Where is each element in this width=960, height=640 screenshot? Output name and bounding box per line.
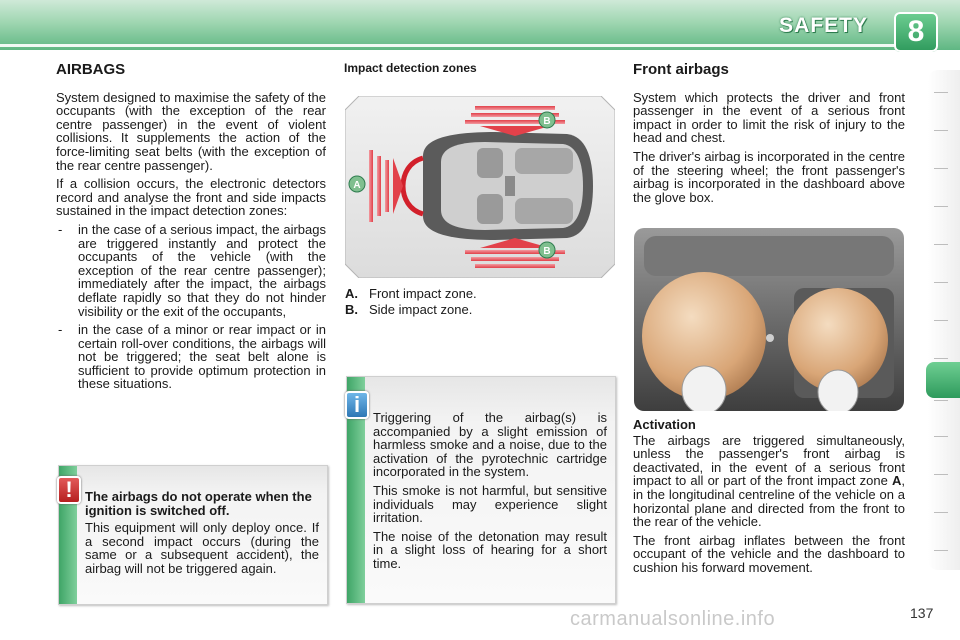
- text-run: , in the longitudinal centreline of the vehicle on a horizontal plane and directed from the front to the rear of the vehicle.: [633, 473, 905, 530]
- list-item-text: in the case of a serious impact, the airbags are triggered instantly and protect the occupants of the vehicle (with the exception of the rear centre passenger); immediately after the impact, the airbags deflate rapidly so that they do not hinder visibility or the exit of the occupants,: [78, 221, 326, 319]
- zone-b-top-label: B: [543, 116, 551, 127]
- tab-divider: [934, 474, 948, 475]
- paragraph: System designed to maximise the safety of the occupants (with the exception of the rear centre passenger) in the event of violent collisions. It supplements the action of the force-limiting seat belts (with the exception of the rear centre passenger).: [56, 89, 326, 173]
- list-item: [56, 323, 326, 391]
- paragraph: The front airbag inflates between the front occupant of the vehicle and the dashboard to cushion his forward movement.: [633, 532, 905, 575]
- paragraph: [633, 434, 905, 529]
- impact-zones-diagram: [345, 96, 615, 278]
- paragraph: If a collision occurs, the electronic detectors record and analyse the front and side impacts sustained in the impact detection zones:: [56, 176, 326, 219]
- chapter-number-badge: 8: [894, 12, 938, 52]
- info-icon: i: [345, 391, 369, 419]
- legend-text: Side impact zone.: [369, 302, 473, 317]
- zone-b-top-marker: [539, 112, 555, 128]
- warning-text: This equipment will only deploy once. If a second impact occurs (during the same or a subsequent accident), the airbag will not be triggered again.: [85, 520, 319, 576]
- tab-divider: [934, 92, 948, 93]
- warning-note: [58, 465, 328, 605]
- chapter-title: SAFETY: [779, 14, 868, 37]
- page-number: 137: [910, 605, 934, 621]
- info-content: [373, 411, 607, 576]
- list-item-text: in the case of a minor or rear impact or in certain roll-over conditions, the airbags will not be triggered; the seat belt alone is sufficient to provide optimum protection in these situations.: [78, 322, 326, 392]
- chapter-tabs: [928, 70, 960, 570]
- front-airbags-section: [633, 60, 905, 209]
- airbags-intro: [56, 60, 326, 396]
- tab-divider: [934, 130, 948, 131]
- diagram-legend: [345, 286, 615, 318]
- paragraph: The driver's airbag is incorporated in the centre of the steering wheel; the front passenger's airbag is incorporated in the dashboard above the glove box.: [633, 148, 905, 205]
- zone-b-bottom-marker: [539, 242, 555, 258]
- warning-content: [85, 490, 319, 581]
- tab-divider: [934, 436, 948, 437]
- header-divider: [0, 44, 900, 47]
- zone-b-bottom-label: B: [543, 246, 551, 257]
- car-top-view: [403, 132, 593, 240]
- tab-divider: [934, 512, 948, 513]
- zone-a-label: A: [353, 180, 361, 191]
- tab-divider: [934, 320, 948, 321]
- warning-exclamation-icon: !: [57, 476, 81, 504]
- legend-key: A.: [345, 286, 358, 301]
- section-title-airbags: AIRBAGS: [56, 61, 126, 78]
- paragraph: This smoke is not harmful, but sensitive individuals may experience slight irritation.: [373, 482, 607, 526]
- watermark: carmanualsonline.info: [570, 608, 776, 630]
- list-item: [56, 223, 326, 318]
- legend-row: [345, 302, 615, 318]
- paragraph: System which protects the driver and front passenger in the event of a serious front impact in order to limit the risk of injury to the head and chest.: [633, 89, 905, 146]
- legend-text: Front impact zone.: [369, 286, 477, 301]
- section-title-front-airbags: Front airbags: [633, 61, 729, 78]
- passenger-dummy-head: [818, 370, 858, 411]
- tab-divider: [934, 244, 948, 245]
- section-title-impact-zones: Impact detection zones: [344, 61, 477, 75]
- activation-section: [633, 418, 905, 580]
- tab-divider: [934, 206, 948, 207]
- front-airbags-photo: [634, 228, 904, 411]
- legend-row: [345, 286, 615, 302]
- zone-reference: A: [891, 473, 902, 489]
- dash-bullet: -: [58, 322, 63, 338]
- activation-title: Activation: [633, 417, 696, 432]
- tab-divider: [934, 168, 948, 169]
- active-chapter-tab[interactable]: [926, 362, 960, 398]
- driver-dummy-head: [682, 366, 726, 411]
- legend-key: B.: [345, 302, 358, 317]
- warning-title: The airbags do not operate when the ignition is switched off.: [85, 489, 312, 518]
- text-run: The airbags are triggered simultaneously, unless the passenger's front airbag is deactivated, in the event of a serious front impact to all or part of the front impact zone: [633, 432, 905, 489]
- impact-cases-list: [56, 223, 326, 391]
- impact-zones-section: [344, 60, 616, 76]
- tab-divider: [934, 550, 948, 551]
- paragraph: Triggering of the airbag(s) is accompanied by a slight emission of harmless smoke and a noise, due to the activation of the pyrotechnic cartridge incorporated in the system.: [373, 410, 607, 480]
- info-note: [346, 376, 616, 604]
- tab-divider: [934, 358, 948, 359]
- paragraph: The noise of the detonation may result in a slight loss of hearing for a short time.: [373, 528, 607, 571]
- dash-bullet: -: [58, 221, 63, 237]
- zone-a-marker: [349, 176, 365, 192]
- tab-divider: [934, 400, 948, 401]
- tab-divider: [934, 282, 948, 283]
